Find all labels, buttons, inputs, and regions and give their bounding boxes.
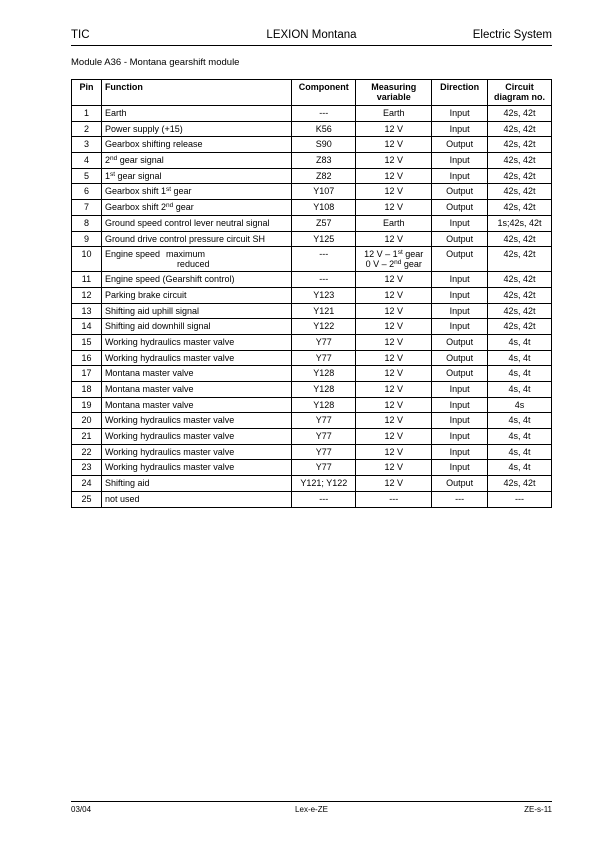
function-text: Shifting aid [104,478,150,489]
pin-component: S90 [292,137,356,153]
pin-number: 17 [72,366,102,382]
table-row [72,460,552,476]
measuring-text: 12 V [384,170,403,181]
pin-circuit: 4s, 4t [488,413,552,429]
table-row [72,491,552,507]
pin-measuring-variable [356,184,432,200]
pin-measuring-variable [356,272,432,288]
pin-circuit: 42s, 42t [488,121,552,137]
pin-component: Y123 [292,287,356,303]
table-row [72,476,552,492]
pin-number: 25 [72,491,102,507]
pin-function [101,382,291,398]
pin-direction: Input [432,121,488,137]
pin-component: Y122 [292,319,356,335]
footer-date: 03/04 [71,805,92,814]
pin-number: 10 [72,247,102,272]
table-row [72,272,552,288]
pin-function [101,200,291,216]
pin-direction: Output [432,334,488,350]
pin-component: Y128 [292,382,356,398]
measuring-text: 12 V [384,399,403,410]
pin-measuring-variable [356,215,432,231]
function-text: Working hydraulics master valve [104,446,235,457]
measuring-text: Earth [382,217,405,228]
pin-component: Y77 [292,460,356,476]
pin-direction: Input [432,153,488,169]
function-text: Shifting aid uphill signal [104,305,199,316]
measuring-text: 12 V [384,123,403,134]
measuring-text: 12 V [384,415,403,426]
measuring-text: 12 V [384,274,403,285]
pin-function [101,429,291,445]
table-row [72,429,552,445]
pin-circuit: 42s, 42t [488,231,552,247]
pin-circuit: 4s, 4t [488,382,552,398]
pin-measuring-variable [356,121,432,137]
function-text: Power supply (+15) [104,123,183,134]
pin-component: --- [292,247,356,272]
table-header-row [72,80,552,106]
table-row [72,121,552,137]
pin-function [101,319,291,335]
pin-circuit: 42s, 42t [488,247,552,272]
measuring-text: 12 V [384,186,403,197]
pin-circuit: 42s, 42t [488,319,552,335]
pin-number: 11 [72,272,102,288]
measuring-text: 12 V [384,321,403,332]
pin-component: Y128 [292,366,356,382]
pin-component: Y128 [292,397,356,413]
table-row [72,247,552,272]
pin-number: 24 [72,476,102,492]
table-row [72,382,552,398]
pin-circuit: 42s, 42t [488,476,552,492]
pin-number: 3 [72,137,102,153]
footer-divider [71,801,552,802]
pin-function [101,413,291,429]
pin-circuit: 4s, 4t [488,366,552,382]
pin-measuring-variable [356,429,432,445]
pin-table-body [72,106,552,508]
function-text: Ground speed control lever neutral signal [104,217,270,228]
function-text: Gearbox shifting release [104,139,203,150]
col-header-circuit: Circuit diagram no. [488,80,552,106]
pin-measuring-variable [356,287,432,303]
pin-measuring-variable [356,137,432,153]
measuring-text: gear [402,249,424,260]
pin-direction: Input [432,413,488,429]
function-text: reduced [176,259,210,270]
pin-component: Y77 [292,350,356,366]
table-row [72,137,552,153]
pin-function [101,231,291,247]
module-title: Module A36 - Montana gearshift module [71,57,240,68]
pin-circuit: 42s, 42t [488,303,552,319]
measuring-text: 12 V [384,384,403,394]
pin-number: 16 [72,350,102,366]
footer-page: ZE-s-11 [524,805,552,814]
function-text: Montana master valve [104,384,194,394]
pin-direction: Input [432,303,488,319]
function-text: maximum [165,249,205,260]
pin-direction: --- [432,491,488,507]
pin-function [101,272,291,288]
pin-measuring-variable [356,350,432,366]
function-text: Montana master valve [104,399,194,410]
pin-circuit: 42s, 42t [488,168,552,184]
pin-measuring-variable [356,231,432,247]
function-text: Parking brake circuit [104,289,187,300]
pin-number: 1 [72,106,102,122]
pin-number: 13 [72,303,102,319]
function-text: 1 [104,170,110,181]
measuring-text: 12 V [384,478,403,489]
function-text: Working hydraulics master valve [104,462,235,473]
pin-number: 18 [72,382,102,398]
pin-direction: Input [432,460,488,476]
pin-circuit: 42s, 42t [488,106,552,122]
measuring-text: 12 V [384,431,403,442]
pin-measuring-variable [356,303,432,319]
function-text: Gearbox shift 1 [104,186,166,197]
pin-function [101,444,291,460]
pin-direction: Output [432,137,488,153]
pin-measuring-variable [356,444,432,460]
header-right: Electric System [472,29,552,41]
table-row [72,106,552,122]
table-row [72,413,552,429]
pin-component: Z83 [292,153,356,169]
pin-circuit: 4s, 4t [488,444,552,460]
function-text: Earth [104,108,127,118]
superscript: st [109,170,116,178]
pin-measuring-variable [356,382,432,398]
pin-direction: Output [432,350,488,366]
pin-measuring-variable [356,460,432,476]
table-row [72,153,552,169]
pin-direction: Output [432,476,488,492]
pin-component: Y121; Y122 [292,476,356,492]
measuring-text: gear [401,259,422,270]
measuring-text: 12 V [384,446,403,457]
table-row [72,287,552,303]
pin-measuring-variable [356,413,432,429]
page-header [71,29,552,45]
pin-direction: Output [432,200,488,216]
pin-circuit: 4s [488,397,552,413]
pin-number: 14 [72,319,102,335]
pin-circuit: 42s, 42t [488,287,552,303]
pin-function [101,121,291,137]
pin-component: Y108 [292,200,356,216]
pin-direction: Input [432,319,488,335]
pin-direction: Output [432,366,488,382]
function-text: Working hydraulics master valve [104,336,235,347]
header-left: TIC [71,29,90,41]
measuring-text: Earth [382,108,405,118]
pin-circuit: 42s, 42t [488,153,552,169]
pin-number: 7 [72,200,102,216]
pin-component: --- [292,106,356,122]
pin-function [101,184,291,200]
pin-component: --- [292,491,356,507]
pin-component: --- [292,272,356,288]
pin-circuit: 42s, 42t [488,200,552,216]
pin-component: Y125 [292,231,356,247]
superscript: nd [165,202,174,210]
measuring-text: 12 V [384,233,403,244]
pin-direction: Input [432,106,488,122]
pin-number: 5 [72,168,102,184]
function-text: not used [104,493,140,504]
pin-number: 2 [72,121,102,137]
pin-measuring-variable [356,247,432,272]
pin-component: Y77 [292,413,356,429]
pin-function [101,137,291,153]
pin-measuring-variable [356,200,432,216]
pin-number: 15 [72,334,102,350]
pin-number: 19 [72,397,102,413]
pin-direction: Input [432,272,488,288]
function-text: Working hydraulics master valve [104,352,235,363]
table-row [72,319,552,335]
pin-component: K56 [292,121,356,137]
measuring-text: 12 V [384,336,403,347]
pin-table [71,79,552,508]
pin-direction: Input [432,444,488,460]
pin-circuit: --- [488,491,552,507]
pin-function [101,247,291,272]
function-text: Working hydraulics master valve [104,431,235,442]
superscript: nd [394,259,402,267]
col-header-pin: Pin [72,80,102,106]
function-text: Shifting aid downhill signal [104,321,211,332]
pin-function [101,168,291,184]
pin-component: Y107 [292,184,356,200]
measuring-text: 12 V [384,139,403,150]
pin-function [101,106,291,122]
pin-direction: Input [432,429,488,445]
measuring-text: 12 V [384,305,403,316]
function-text: Working hydraulics master valve [104,415,235,426]
pin-circuit: 42s, 42t [488,184,552,200]
header-title: LEXION Montana [266,29,357,41]
measuring-text: 12 V [384,368,403,379]
measuring-text: 12 V [384,289,403,300]
pin-function [101,215,291,231]
pin-component: Y77 [292,429,356,445]
table-row [72,231,552,247]
pin-number: 21 [72,429,102,445]
col-header-component: Component [292,80,356,106]
pin-component: Y77 [292,334,356,350]
pin-measuring-variable [356,168,432,184]
pin-component: Z57 [292,215,356,231]
pin-number: 6 [72,184,102,200]
pin-function [101,460,291,476]
superscript: st [397,249,403,257]
function-text: gear [171,186,192,197]
table-row [72,215,552,231]
pin-function [101,350,291,366]
pin-measuring-variable [356,106,432,122]
pin-measuring-variable [356,397,432,413]
pin-circuit: 1s;42s, 42t [488,215,552,231]
table-row [72,184,552,200]
pin-function [101,153,291,169]
function-text: gear signal [115,170,162,181]
pin-direction: Input [432,287,488,303]
pin-number: 9 [72,231,102,247]
pin-direction: Output [432,231,488,247]
pin-direction: Output [432,184,488,200]
pin-component: Y77 [292,444,356,460]
pin-measuring-variable [356,319,432,335]
footer-doc: Lex-e-ZE [295,805,328,814]
pin-direction: Input [432,397,488,413]
function-text: Gearbox shift 2 [104,202,166,213]
pin-function [101,366,291,382]
pin-number: 20 [72,413,102,429]
pin-measuring-variable [356,491,432,507]
table-row [72,444,552,460]
pin-function [101,334,291,350]
table-row [72,366,552,382]
pin-number: 4 [72,153,102,169]
pin-function [101,476,291,492]
pin-measuring-variable [356,366,432,382]
col-header-measuring: Measuring variable [356,80,432,106]
pin-circuit: 42s, 42t [488,137,552,153]
table-row [72,350,552,366]
function-text: Engine speed (Gearshift control) [104,274,235,285]
pin-direction: Input [432,168,488,184]
function-text: Montana master valve [104,368,194,379]
pin-number: 23 [72,460,102,476]
pin-circuit: 4s, 4t [488,334,552,350]
pin-circuit: 4s, 4t [488,460,552,476]
pin-function [101,303,291,319]
pin-number: 12 [72,287,102,303]
function-text: Engine speed [104,249,160,260]
pin-direction: Input [432,382,488,398]
measuring-text: 12 V [384,202,403,213]
pin-circuit: 42s, 42t [488,272,552,288]
function-text: 2 [104,155,110,166]
pin-direction: Output [432,247,488,272]
pin-direction: Input [432,215,488,231]
pin-function [101,287,291,303]
superscript: nd [109,155,118,163]
function-text: gear [173,202,194,213]
pin-measuring-variable [356,153,432,169]
measuring-text: 12 V [384,352,403,363]
col-header-direction: Direction [432,80,488,106]
pin-number: 22 [72,444,102,460]
pin-function [101,397,291,413]
table-row [72,303,552,319]
table-row [72,200,552,216]
header-divider [71,45,552,46]
function-text: Ground drive control pressure circuit SH [104,233,265,244]
table-row [72,168,552,184]
measuring-text: 12 V [384,155,403,166]
page-footer [71,805,552,817]
pin-component: Y121 [292,303,356,319]
pin-circuit: 4s, 4t [488,429,552,445]
pin-measuring-variable [356,334,432,350]
pin-number: 8 [72,215,102,231]
table-row [72,397,552,413]
measuring-text: 12 V [384,462,403,473]
table-row [72,334,552,350]
measuring-text: 0 V – 2 [365,259,395,270]
pin-component: Z82 [292,168,356,184]
superscript: st [165,186,172,194]
function-text: gear signal [117,155,164,166]
measuring-text: --- [389,493,399,504]
pin-measuring-variable [356,476,432,492]
measuring-text: 12 V – 1 [364,249,398,260]
col-header-function: Function [101,80,291,106]
pin-circuit: 4s, 4t [488,350,552,366]
pin-function [101,491,291,507]
